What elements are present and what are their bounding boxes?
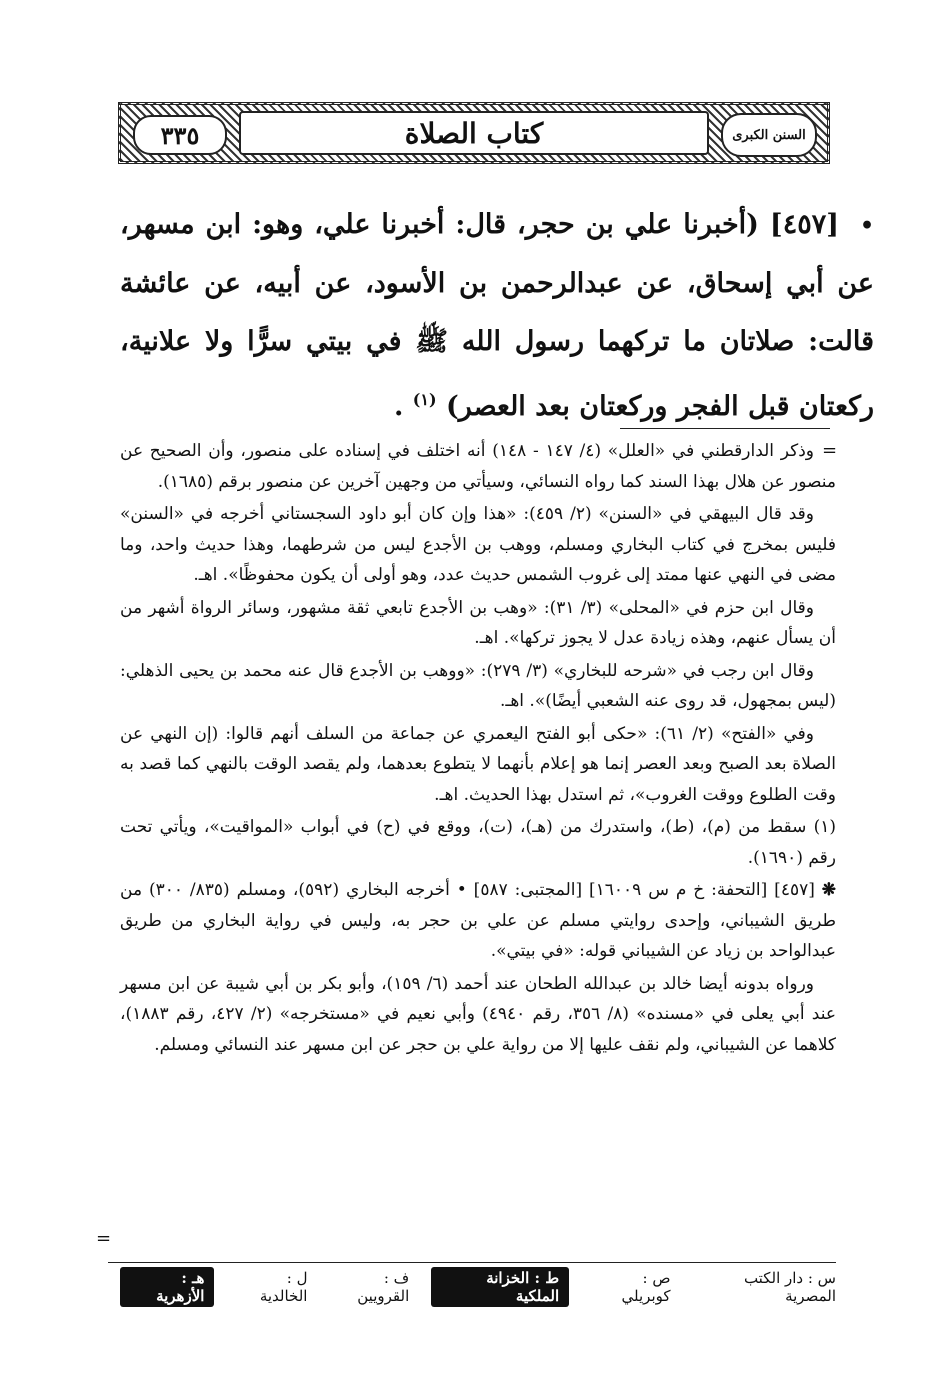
note-paragraph: ورواه بدونه أيضا خالد بن عبدالله الطحان عند أحمد (٦/ ١٥٩)، وأبو بكر بن أبي شيبة عن ابن مسهر عند أبي يعلى في «مسنده» (٨/ ٣٥٦، رقم ٤٩٤٠) وأبي نعيم في «مستخرجه» (٢/ ٤٢٧، رقم ١٨٨٣)، كلاهما عن الشيباني، ولم نقف عليها إلا من رواية علي بن حجر عن ابن مسهر عند النسائي ومسلم. xyxy=(120,973,836,1055)
hadith-end: . xyxy=(393,391,404,422)
footnote-separator xyxy=(620,428,830,429)
takhrij-paragraph xyxy=(120,875,836,967)
continuation-mark-bottom: = xyxy=(96,1228,112,1249)
continuation-mark: = xyxy=(822,440,838,461)
publisher-logo xyxy=(721,113,817,157)
takhrij-text: [٤٥٧] [التحفة: خ م س ١٦٠٠٩] [المجتبى: ٥٨٧] • أخرجه البخاري (٥٩٢)، ومسلم (٨٣٥/ ٣٠٠) من طريق الشيباني، وإحدى روايتي مسلم عن علي بن حجر به، وليس في رواية البخاري من طريق عبدالواحد بن زياد عن الشيباني قوله: «في بيتي». xyxy=(120,880,836,961)
legend-lam: ل : الخالدية xyxy=(259,1269,308,1305)
footnote-marker: (١) xyxy=(412,390,437,409)
hadith-body: [٤٥٧] (أخبرنا علي بن حجر، قال: أخبرنا علي، وهو: ابن مسهر، عن أبي إسحاق، عن عبدالرحمن بن الأسود، عن أبيه، عن عائشة قالت: صلاتان ما تركهما رسول الله ﷺ في بيتي سرًّا ولا علانية، ركعتان قبل الفجر وركعتان بعد العصر) xyxy=(120,209,874,422)
note-paragraph: وقال ابن رجب في «شرحه للبخاري» (٣/ ٢٧٩): «ووهب بن الأجدع قال عنه محمد بن يحيى الذهلي: (ليس بمجهول، قد روى عنه الشعبي أيضًا)». اهـ. xyxy=(120,660,836,711)
book-title-panel xyxy=(239,111,709,155)
note-paragraph: وقد قال البيهقي في «السنن» (٢/ ٤٥٩): «هذا وإن كان أبو داود السجستاني أخرجه في «السنن» فليس بمخرج في كتاب البخاري ومسلم، ووهب بن الأجدع ليس من شرطهما، وهذا حديث واحد، وما مضى في النهي عنها ممتد إلى غروب الشمس حديث عدد، وهو أولى أن يكون محفوظًا». اهـ. xyxy=(120,504,836,585)
book-title: كتاب الصلاة xyxy=(404,116,544,150)
note-paragraph: وفي «الفتح» (٢/ ٦١): «حكى أبو الفتح اليعمري عن جماعة من السلف أنهم قالوا: (إن النهي عن الصلاة بعد الصبح وبعد العصر إنما هو إعلام بأنهما لا يتطوع بعدهما، ولم يقصد الوقت بالنهي كما قصد به وقت الطلوع ووقت الغروب»، ثم استدل بهذا الحديث. اهـ. xyxy=(120,723,836,805)
note-paragraph: وقال ابن حزم في «المحلى» (٣/ ٣١): «وهب بن الأجدع تابعي ثقة مشهور، وسائر الرواة أشهر من أن يسأل عنهم، وهذه زيادة عدل لا يجوز تركها». اهـ. xyxy=(120,597,836,648)
note-paragraph: وذكر الدارقطني في «العلل» (٤/ ١٤٧ - ١٤٨) أنه اختلف في إسناده على منصور، وأن الصحيح عن منصور عن هلال بهذا السند كما رواه النسائي، وسيأتي من وجهين آخرين عن منصور برقم (١٦٨٥). xyxy=(120,441,836,492)
legend-fa: ف : القرويين xyxy=(357,1269,410,1305)
legend-ha: هـ : الأزهرية xyxy=(120,1267,214,1307)
footnote-1: (١) سقط من (م)، (ط)، واستدرك من (هـ)، (ت)، ووقع في (ح) في أبواب «المواقيت»، ويأتي تحت رقم (١٦٩٠). xyxy=(120,817,836,868)
manuscript-legend xyxy=(120,1269,836,1305)
page-number: ٣٣٥ xyxy=(133,115,227,155)
legend-separator xyxy=(108,1262,836,1263)
logo-text: السنن الكبرى xyxy=(732,127,806,143)
footnotes xyxy=(120,436,836,1062)
star-icon: ❋ xyxy=(821,880,837,900)
page-header xyxy=(118,102,830,164)
legend-s: س : دار الكتب المصرية xyxy=(743,1269,836,1305)
legend-sad: ص : كوبريلي xyxy=(621,1269,671,1305)
bullet-icon: • xyxy=(859,213,874,239)
hadith-text xyxy=(120,196,874,436)
legend-ta: ط : الخزانة الملكية xyxy=(431,1267,569,1307)
